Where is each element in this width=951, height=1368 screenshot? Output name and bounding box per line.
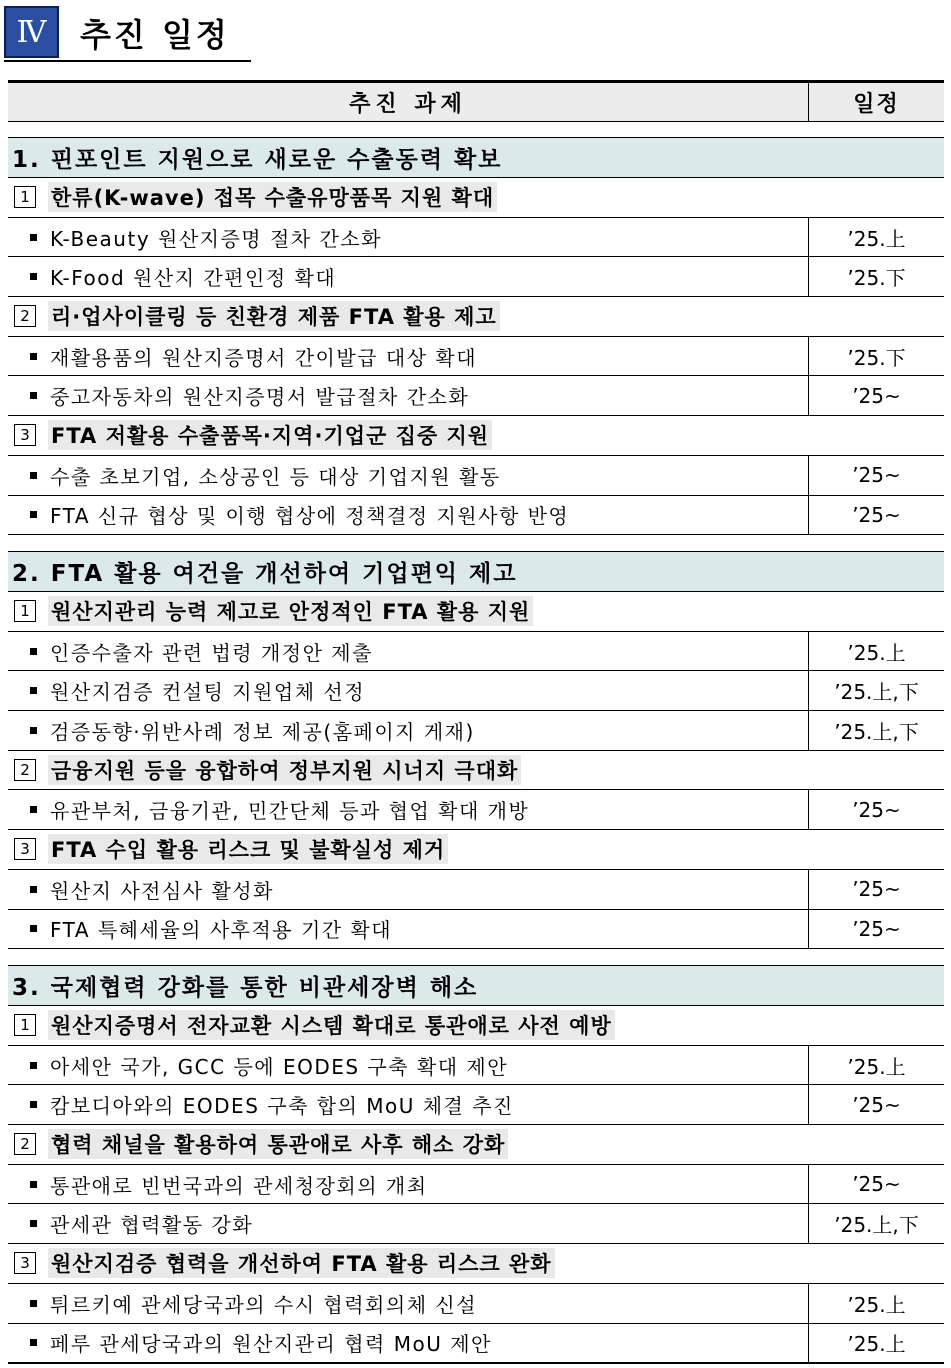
task-schedule: ’25~ [808,1085,944,1124]
section-title: 3. 국제협력 강화를 통한 비관세장벽 해소 [8,965,944,1005]
task-schedule: ’25~ [808,790,944,829]
task-row [8,631,944,671]
task-text: 통관애로 빈번국과의 관세청장회의 개최 [50,1173,428,1198]
task-row [8,375,944,415]
task-row [8,217,944,257]
group-header [8,296,944,336]
group-title: 리·업사이클링 등 친환경 제품 FTA 활용 제고 [48,301,500,331]
square-bullet-icon [30,648,37,655]
group-title: 원산지관리 능력 제고로 안정적인 FTA 활용 지원 [48,596,533,626]
task-row [8,1164,944,1204]
task-row [8,336,944,376]
group-title: 금융지원 등을 융합하여 정부지원 시너지 극대화 [48,755,521,785]
task-schedule: ’25.上 [808,218,944,257]
group-title: 협력 채널을 활용하여 통관애로 사후 해소 강화 [48,1129,508,1159]
task-text: 원산지검증 컨설팅 지원업체 선정 [50,680,366,705]
task-row [8,1203,944,1243]
task-text: 페루 관세당국과의 원산지관리 협력 MoU 제안 [50,1332,492,1357]
group-header [8,1005,944,1045]
task-schedule: ’25~ [808,870,944,909]
task-schedule: ’25~ [808,376,944,415]
group-title: FTA 저활용 수출품목·지역·기업군 집중 지원 [48,420,492,450]
section-2 [8,551,944,949]
task-text: 아세안 국가, GCC 등에 EODES 구축 확대 제안 [50,1054,509,1079]
group-header [8,1124,944,1164]
task-text: 원산지 사전심사 활성화 [50,878,274,903]
task-schedule: ’25~ [808,1165,944,1204]
square-bullet-icon [30,392,37,399]
square-bullet-icon [30,234,37,241]
group-header [8,1243,944,1283]
header-task: 추진 과제 [349,91,467,117]
task-row [8,1045,944,1085]
task-text: 재활용품의 원산지증명서 간이발급 대상 확대 [50,345,478,370]
section-title: 1. 핀포인트 지원으로 새로운 수출동력 확보 [8,137,944,177]
group-number-box: 1 [14,1014,36,1036]
task-text: 검증동향·위반사례 정보 제공(홈페이지 게재) [50,719,475,744]
group-title: FTA 수입 활용 리스크 및 불확실성 제거 [48,834,448,864]
header-schedule: 일정 [808,83,944,121]
task-row [8,710,944,750]
table-header [8,80,944,122]
task-row [8,1084,944,1124]
task-text: K-Beauty 원산지증명 절차 간소화 [50,226,382,251]
section-1 [8,137,944,535]
square-bullet-icon [30,925,37,932]
group-number-box: 3 [14,1252,36,1274]
group-number-box: 2 [14,305,36,327]
task-schedule: ’25.上,下 [808,671,944,710]
group-header [8,591,944,631]
task-schedule: ’25.下 [808,257,944,296]
task-schedule: ’25.上 [808,632,944,671]
page-title: 추진 일정 [80,16,230,54]
task-schedule: ’25.上 [808,1284,944,1323]
task-schedule: ’25.上,下 [808,1204,944,1243]
group-header [8,829,944,869]
task-text: K-Food 원산지 간편인정 확대 [50,266,337,291]
section-title: 2. FTA 활용 여건을 개선하여 기업편익 제고 [8,551,944,591]
task-row [8,670,944,710]
square-bullet-icon [30,1220,37,1227]
group-number-box: 3 [14,838,36,860]
task-text: 캄보디아와의 EODES 구축 합의 MoU 체결 추진 [50,1094,514,1119]
square-bullet-icon [30,886,37,893]
task-text: 유관부처, 금융기관, 민간단체 등과 협업 확대 개방 [50,799,530,824]
square-bullet-icon [30,1101,37,1108]
group-header [8,750,944,790]
task-row [8,909,944,949]
task-schedule: ’25~ [808,496,944,535]
square-bullet-icon [30,511,37,518]
group-number-box: 1 [14,186,36,208]
square-bullet-icon [30,806,37,813]
task-text: 인증수출자 관련 법령 개정안 제출 [50,640,373,665]
task-row [8,789,944,829]
task-schedule: ’25.上 [808,1324,944,1363]
group-header [8,177,944,217]
square-bullet-icon [30,1300,37,1307]
task-row [8,455,944,495]
task-text: 튀르키예 관세당국과의 수시 협력회의체 신설 [50,1292,478,1317]
task-text: 수출 초보기업, 소상공인 등 대상 기업지원 활동 [50,464,501,489]
square-bullet-icon [30,1181,37,1188]
section-3 [8,965,944,1364]
group-title: 원산지검증 협력을 개선하여 FTA 활용 리스크 완화 [48,1248,555,1278]
roman-numeral-badge: Ⅳ [4,6,59,58]
group-header [8,415,944,455]
task-schedule: ’25~ [808,456,944,495]
square-bullet-icon [30,727,37,734]
square-bullet-icon [30,273,37,280]
group-number-box: 2 [14,759,36,781]
task-schedule: ’25.下 [808,337,944,376]
task-row [8,495,944,535]
group-number-box: 1 [14,600,36,622]
page-heading [4,2,251,62]
group-title: 한류(K-wave) 접목 수출유망품목 지원 확대 [48,182,497,212]
group-number-box: 2 [14,1133,36,1155]
square-bullet-icon [30,687,37,694]
task-row [8,256,944,296]
square-bullet-icon [30,1062,37,1069]
task-schedule: ’25.上,下 [808,711,944,750]
task-text: FTA 특혜세율의 사후적용 기간 확대 [50,918,393,943]
task-text: 중고자동차의 원산지증명서 발급절차 간소화 [50,385,470,410]
square-bullet-icon [30,472,37,479]
task-row [8,1283,944,1323]
task-schedule: ’25~ [808,910,944,949]
square-bullet-icon [30,1339,37,1346]
group-title: 원산지증명서 전자교환 시스템 확대로 통관애로 사전 예방 [48,1010,615,1040]
group-number-box: 3 [14,424,36,446]
task-row [8,1323,944,1363]
square-bullet-icon [30,353,37,360]
task-schedule: ’25.上 [808,1046,944,1085]
task-row [8,869,944,909]
task-text: FTA 신규 협상 및 이행 협상에 정책결정 지원사항 반영 [50,504,570,529]
task-text: 관세관 협력활동 강화 [50,1213,254,1238]
